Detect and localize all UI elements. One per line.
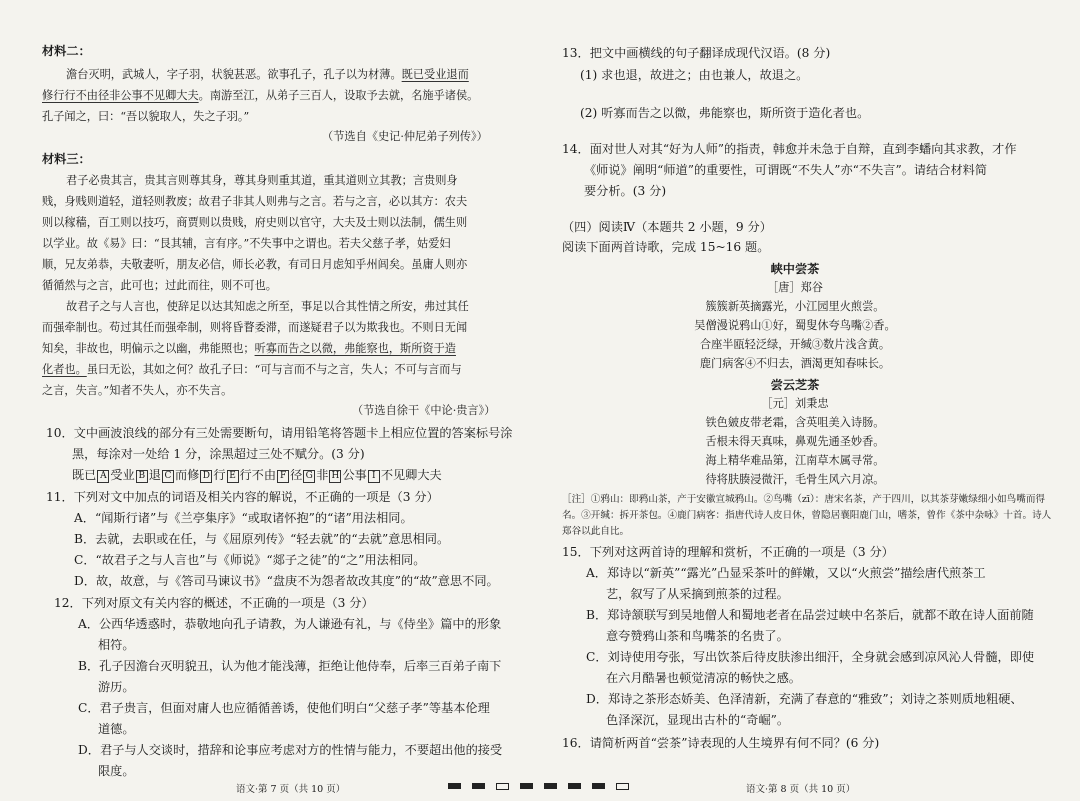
question-11: 11．下列对文中加点的词语及相关内容的解说，不正确的一项是（3 分） (46, 490, 439, 504)
q11-option-b: B．去就，去职或在任，与《屈原列传》“轻去就”的“去就”意思相同。 (74, 532, 450, 546)
question-14: 14．面对世人对其“好为人师”的指责，韩愈并未急于自辩，直到李蟠向其求教，才作 (562, 142, 1017, 156)
question-14-cont: 《师说》阐明“师道”的重要性，可谓既“不失人”亦“不失言”。请结合材料简 (584, 163, 988, 177)
q15-option-d: D．郑诗之茶形态娇美、色泽清新，充满了春意的“雅致”；刘诗之茶则质地粗硬、 (586, 692, 1023, 706)
poem1-line: 吴僧漫说鸦山①好，蜀叟休夸鸟嘴②香。 (694, 319, 896, 332)
material3-line: 循循然与之言，此可也；过此而往，则不可也。 (42, 279, 277, 292)
material2-source: （节选自《史记·仲尼弟子列传》） (322, 130, 488, 143)
poem1-author: ［唐］郑谷 (767, 281, 823, 294)
poem2-author: ［元］刘秉忠 (761, 397, 829, 410)
poem1-title: 峡中尝茶 (770, 262, 820, 276)
q15-option-d-cont: 色泽深沉，显现出古朴的“奇崛”。 (606, 713, 790, 727)
q10-break-options: 既已 A 受业 B 退 C 而修 D 行 E 行不由 F 径 G 非 H 公事 I 不见卿大夫 (72, 468, 442, 482)
question-14-cont: 要分析。(3 分) (584, 184, 667, 198)
question-12: 12．下列对原文有关内容的概述，不正确的一项是（3 分） (54, 596, 374, 610)
section-4-heading: （四）阅读Ⅳ（本题共 2 小题，9 分） (562, 220, 772, 234)
poem2-line: 铁色皴皮带老霜，含英咀美入诗肠。 (705, 416, 885, 429)
material2-title: 材料二： (42, 44, 91, 58)
poem1-line: 鹿门病客④不归去，酒渴更知春味长。 (699, 357, 891, 370)
q15-option-b: B．郑诗颔联写到吴地僧人和蜀地老者在品尝过峡中名茶后，就都不敢在诗人面前随 (586, 608, 1034, 622)
page-footer-7: 语文·第 7 页（共 10 页） (236, 784, 346, 795)
mark (448, 783, 461, 789)
question-16: 16．请简析两首“尝茶”诗表现的人生境界有何不同？(6 分) (562, 736, 880, 750)
page-footer-8: 语文·第 8 页（共 10 页） (746, 784, 856, 795)
q11-option-c: C．“故君子之与人言也”与《师说》“郯子之徒”的“之”用法相同。 (74, 553, 426, 567)
poem2-title: 尝云芝茶 (770, 378, 820, 392)
material3-title: 材料三： (42, 152, 91, 166)
material3-line: 顺，兄友弟恭，夫敬妻听，朋友必信，师长必教，有司日月虑知乎州闾矣。虽庸人则亦 (42, 258, 468, 271)
mark (616, 783, 629, 790)
material2-line: 澹台灭明，武城人，字子羽，状貌甚恶。欲事孔子，孔子以为材薄。既已受业退而 (66, 68, 469, 81)
q12-option-a: A．公西华透惑时，恭敬地向孔子请教，为人谦逊有礼，与《侍坐》篇中的形象 (78, 617, 502, 631)
mark (496, 783, 509, 790)
material3-line: 则以稼穑，百工则以技巧，商贾则以贵贱，府史则以官守，大夫及士则以法制，儒生则 (42, 216, 468, 229)
question-10-cont: 黑，每涂对一处给 1 分，涂黑超过三处不赋分。(3 分) (72, 447, 365, 461)
material3-line: 贱，身贱则道轻，道轻则教废；故君子非其人则弗与之言。若与之言，必以其方：农夫 (42, 195, 468, 208)
material3-source: （节选自徐干《中论·贵言》） (352, 404, 496, 417)
material3-line: 故君子之与人言也，使辞足以达其知虑之所至，事足以合其性情之所安，弗过其任 (66, 300, 469, 313)
question-10: 10．文中画波浪线的部分有三处需要断句，请用铅笔将答题卡上相应位置的答案标号涂 (46, 426, 513, 440)
material3-line: 而强牵制也。苟过其任而强牵制，则将昏瞀委滞，而遂疑君子以为欺我也。不则日无闻 (42, 321, 468, 334)
mark (592, 783, 605, 789)
poem1-line: 簇簇新英摘露光，小江园里火煎尝。 (705, 300, 885, 313)
q13-part-2: (2) 听寡而告之以微，弗能察也，斯所资于造化者也。 (580, 106, 870, 120)
poem-notes: 名。③开缄：拆开茶包。④鹿门病客：指唐代诗人皮日休，曾隐居襄阳鹿门山，嗜茶，曾作《茶中杂咏》十首。诗人 (562, 510, 1052, 521)
poem1-line: 合座半瓯轻泛绿，开缄③数片浅含黄。 (699, 338, 891, 351)
q15-option-c: C．刘诗使用夸张，写出饮茶后待皮肤渗出细汗，全身就会感到凉风沁人骨髓，即使 (586, 650, 1035, 664)
question-13: 13．把文中画横线的句子翻译成现代汉语。(8 分) (562, 46, 831, 60)
poem2-line: 舌根未得天真味，鼻观先通圣妙香。 (705, 435, 885, 448)
material2-line: 孔子闻之，曰：“吾以貌取人，失之子羽。” (42, 110, 250, 123)
q11-option-d: D．故，故意，与《答司马谏议书》“盘庚不为怨者故改其度”的“故”意思不同。 (74, 574, 499, 588)
question-15: 15．下列对这两首诗的理解和赏析，不正确的一项是（3 分） (562, 545, 894, 559)
material3-line: 知矣，非故也，明偏示之以幽，弗能照也；听寡而告之以微，弗能察也，斯所资于造 (42, 342, 456, 355)
q12-option-a-cont: 相符。 (98, 638, 135, 652)
q15-option-a: A．郑诗以“新英”“露光”凸显采茶叶的鲜嫩，又以“火煎尝”描绘唐代煎茶工 (586, 566, 986, 580)
material3-line: 以学业。故《易》曰：“艮其辅，言有序。”不失事中之谓也。若夫父慈子孝，姑爱妇 (42, 237, 451, 250)
mark (568, 783, 581, 789)
mark (520, 783, 533, 789)
mark (544, 783, 557, 789)
material3-line: 化者也。虽曰无讼，其如之何？故孔子曰：“可与言而不与之言，失人；不可与言而与 (42, 363, 462, 376)
q12-option-c-cont: 道德。 (98, 722, 135, 736)
q12-option-c: C．君子贵言，但面对庸人也应循循善诱，使他们明白“父慈子孝”等基本伦理 (78, 701, 490, 715)
poem2-line: 待将肤腠浸微汗，毛骨生风六月凉。 (705, 473, 885, 486)
material3-line: 君子必贵其言，贵其言则尊其身，尊其身则重其道，重其道则立其教；言贵则身 (66, 174, 458, 187)
material2-line: 修行行不由径非公事不见卿大夫。南游至江，从弟子三百人，设取予去就，名施乎诸侯。 (42, 89, 479, 102)
q12-option-b: B．孔子因澹台灭明貌丑，认为他才能浅薄，拒绝让他侍奉，后率三百弟子南下 (78, 659, 502, 673)
q15-option-a-cont: 艺，叙写了从采摘到煎茶的过程。 (606, 587, 789, 601)
poem-notes: ［注］①鸦山：即鸦山茶，产于安徽宣城鸦山。②鸟嘴（zī）：唐宋名茶，产于四川，以其茶芽嫩绿细小如鸟嘴而得 (562, 494, 1046, 505)
q11-option-a: A．“闻斯行诸”与《兰亭集序》“或取诸怀抱”的“诸”用法相同。 (74, 511, 413, 525)
material3-line: 之言，失言。”知者不失人，亦不失言。 (42, 384, 233, 397)
poem2-line: 海上精华难品第，江南草木属寻常。 (705, 454, 885, 467)
q15-option-c-cont: 在六月酷暑也顿觉清凉的畅快之感。 (606, 671, 801, 685)
poem-notes: 郑谷以此自比。 (562, 526, 630, 537)
q12-option-b-cont: 游历。 (98, 680, 135, 694)
section-4-intro: 阅读下面两首诗歌，完成 15~16 题。 (562, 240, 770, 254)
q13-part-1: (1) 求也退，故进之；由也兼人，故退之。 (580, 68, 809, 82)
q15-option-b-cont: 意夸赞鸦山茶和鸟嘴茶的名贵了。 (606, 629, 789, 643)
q12-option-d: D．君子与人交谈时，措辞和论事应考虑对方的性情与能力，不要超出他的接受 (78, 743, 503, 757)
registration-marks (448, 783, 629, 790)
q12-option-d-cont: 限度。 (98, 764, 135, 778)
mark (472, 783, 485, 789)
